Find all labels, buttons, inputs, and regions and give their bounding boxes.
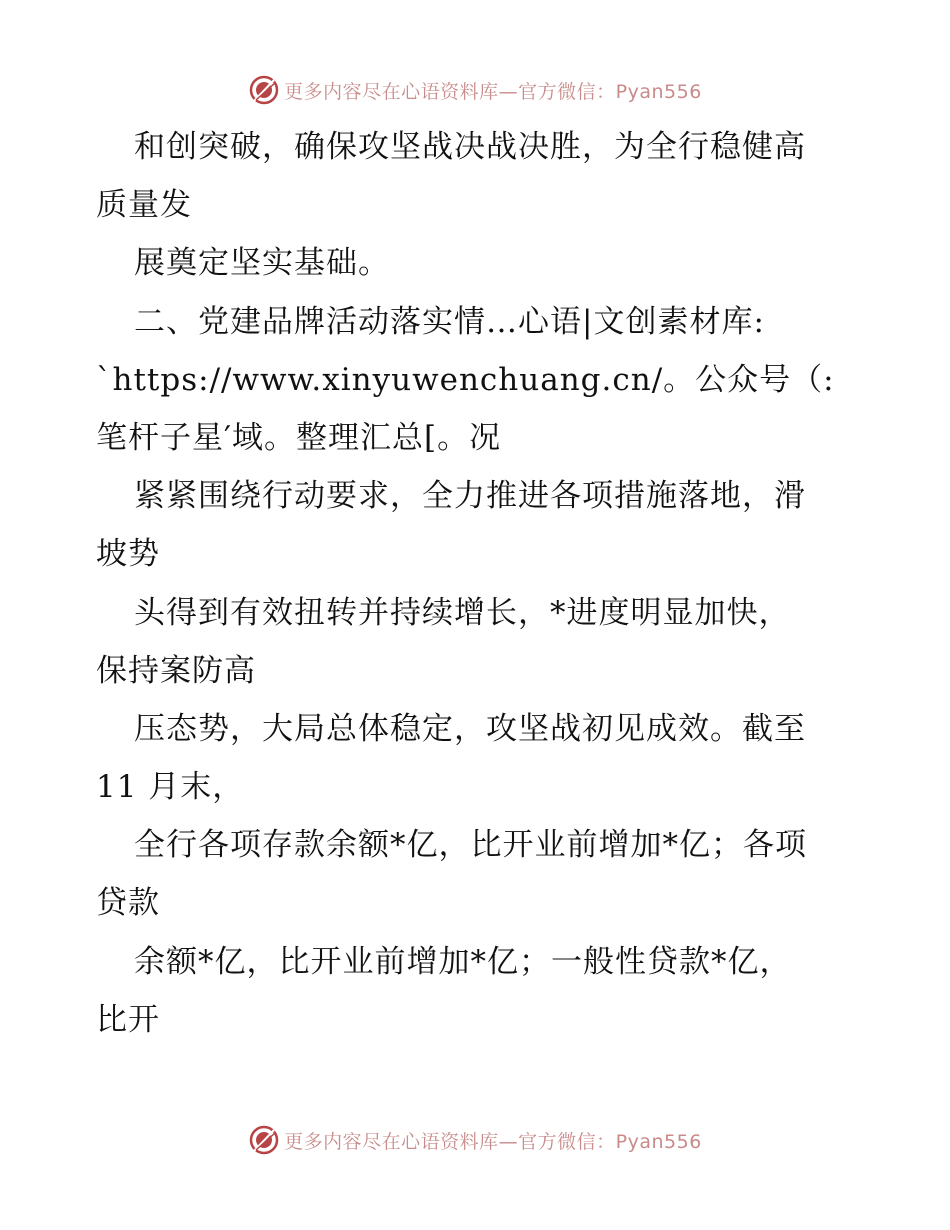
footer-banner xyxy=(0,1120,950,1160)
paragraph-line: 头得到有效扭转并持续增长，*进度明显加快， xyxy=(134,594,791,631)
paragraph-line: 全行各项存款余额*亿，比开业前增加*亿；各项 xyxy=(134,827,807,864)
paragraph-line: `https://www.xinyuwenchuang.cn/。公众号（: xyxy=(96,361,835,398)
section-heading-line: 二、党建品牌活动落实情…心语|文创素材库: xyxy=(134,303,765,340)
paragraph-line: 和创突破，确保攻坚战决战决胜，为全行稳健高 xyxy=(134,129,806,165)
paragraph-line: 紧紧围绕行动要求，全力推进各项措施落地，滑 xyxy=(134,478,806,515)
seal-pen-icon xyxy=(248,74,280,106)
paragraph-line: 展奠定坚实基础。 xyxy=(134,245,390,282)
paragraph-line: 11 月末， xyxy=(96,769,245,806)
footer-banner-text: 更多内容尽在心语资料库—官方微信：Pyan556 xyxy=(284,1130,702,1153)
seal-pen-icon xyxy=(248,1124,280,1156)
header-banner-text: 更多内容尽在心语资料库—官方微信：Pyan556 xyxy=(284,80,702,103)
paragraph-line: 贷款 xyxy=(96,885,160,922)
paragraph-line: 坡势 xyxy=(96,536,160,573)
header-banner xyxy=(0,70,950,110)
paragraph-line: 质量发 xyxy=(96,187,192,224)
paragraph-line: 比开 xyxy=(96,1001,160,1038)
paragraph-line: 保持案防高 xyxy=(96,652,256,689)
document-body xyxy=(96,118,856,1049)
paragraph-line: 笔杆子星′域。整理汇总[。况 xyxy=(96,419,502,456)
paragraph-line: 压态势，大局总体稳定，攻坚战初见成效。截至 xyxy=(134,710,806,747)
paragraph-line: 余额*亿，比开业前增加*亿；一般性贷款*亿， xyxy=(134,943,792,980)
